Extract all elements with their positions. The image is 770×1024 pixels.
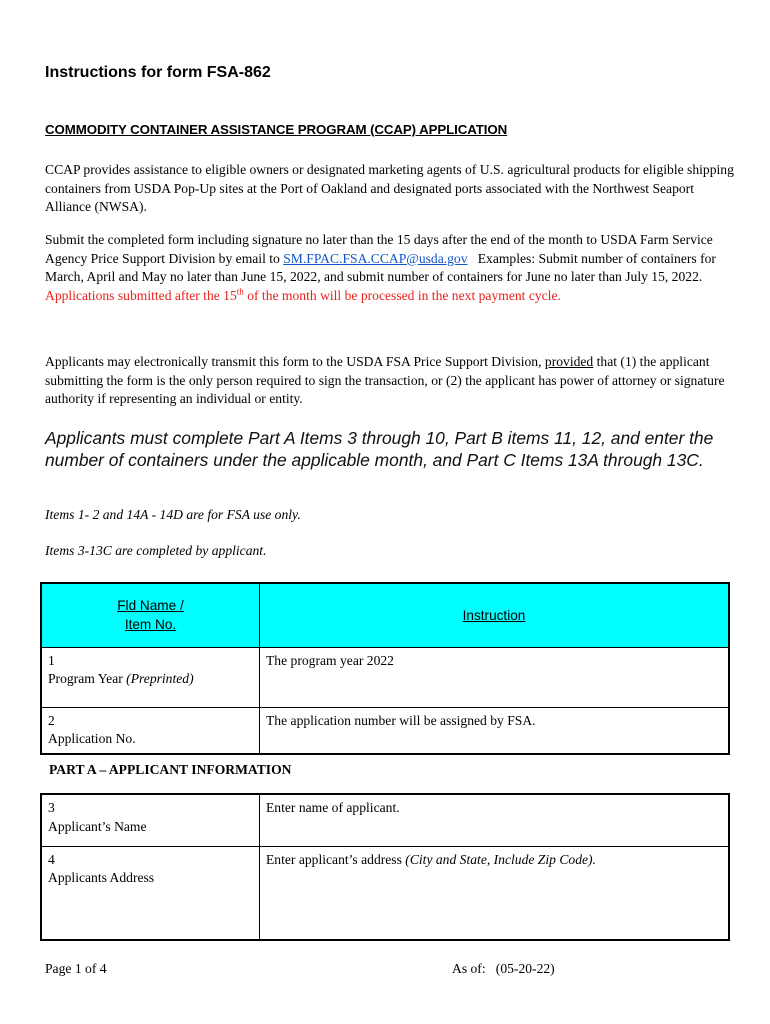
- instruction-cell: Enter applicant’s address (City and State, Include Zip Code).: [260, 846, 730, 940]
- table-header-row: [41, 583, 729, 647]
- instruction-cell: The application number will be assigned by FSA.: [260, 707, 730, 754]
- instruction-cell: Enter name of applicant.: [260, 794, 730, 846]
- table-row: [41, 794, 729, 846]
- field-cell: 2 Application No.: [41, 707, 260, 754]
- intro-paragraph: CCAP provides assistance to eligible owners or designated marketing agents of U.S. agricultural products for eligible shipping containers from USDA Pop-Up sites at the Port of Oakland and designated ports associated with the Northwest Seaport Alliance (NWSA).: [45, 162, 734, 214]
- page-number: Page 1 of 4: [45, 961, 107, 976]
- email-link[interactable]: SM.FPAC.FSA.CCAP@usda.gov: [283, 250, 468, 266]
- completion-instructions: Applicants must complete Part A Items 3 through 10, Part B items 11, 12, and enter the number of containers under the applicable month, and Part C Items 13A through 13C.: [45, 428, 714, 470]
- items-table: [40, 582, 730, 755]
- revision-date: As of: (05-20-22): [452, 961, 555, 976]
- table-row: [41, 707, 729, 754]
- instruction-cell: The program year 2022: [260, 647, 730, 707]
- page-title: Instructions for form FSA-862: [45, 64, 271, 81]
- table-row: [41, 647, 729, 707]
- late-warning: Applications submitted after the 15th of the month will be processed in the next payment cycle.: [45, 285, 561, 303]
- transmit-paragraph: Applicants may electronically transmit this form to the USDA FSA Price Support Division, provided that (1) the applicant submitting the form is the only person required to sign the transaction, or (2) the applicant has power of attorney or signature authority if representing an individual or entity.: [45, 354, 725, 406]
- table-row: [41, 846, 729, 940]
- submission-text: Submit the completed form including signature no later than the 15 days after the end of the month to USDA Farm Service Agency Price Support Division by email to: [45, 232, 713, 266]
- applicant-note: Items 3-13C are completed by applicant.: [45, 543, 267, 558]
- part-a-table: [40, 793, 730, 941]
- field-cell: 3 Applicant’s Name: [41, 794, 260, 846]
- fsa-use-note: Items 1- 2 and 14A - 14D are for FSA use only.: [45, 507, 301, 522]
- submission-paragraph: [45, 231, 735, 305]
- header-instruction: Instruction: [260, 583, 730, 647]
- program-title: COMMODITY CONTAINER ASSISTANCE PROGRAM (CCAP) APPLICATION: [45, 122, 508, 137]
- part-a-heading: PART A – APPLICANT INFORMATION: [49, 762, 292, 777]
- field-cell: 4 Applicants Address: [41, 846, 260, 940]
- examples-text: Examples: Submit number of containers for March, April and May no later than June 15, 2022, and submit number of containers for June no later than July 15, 2022.: [45, 250, 720, 284]
- field-cell: 1 Program Year (Preprinted): [41, 647, 260, 707]
- header-field-name: Fld Name / Item No.: [41, 583, 260, 647]
